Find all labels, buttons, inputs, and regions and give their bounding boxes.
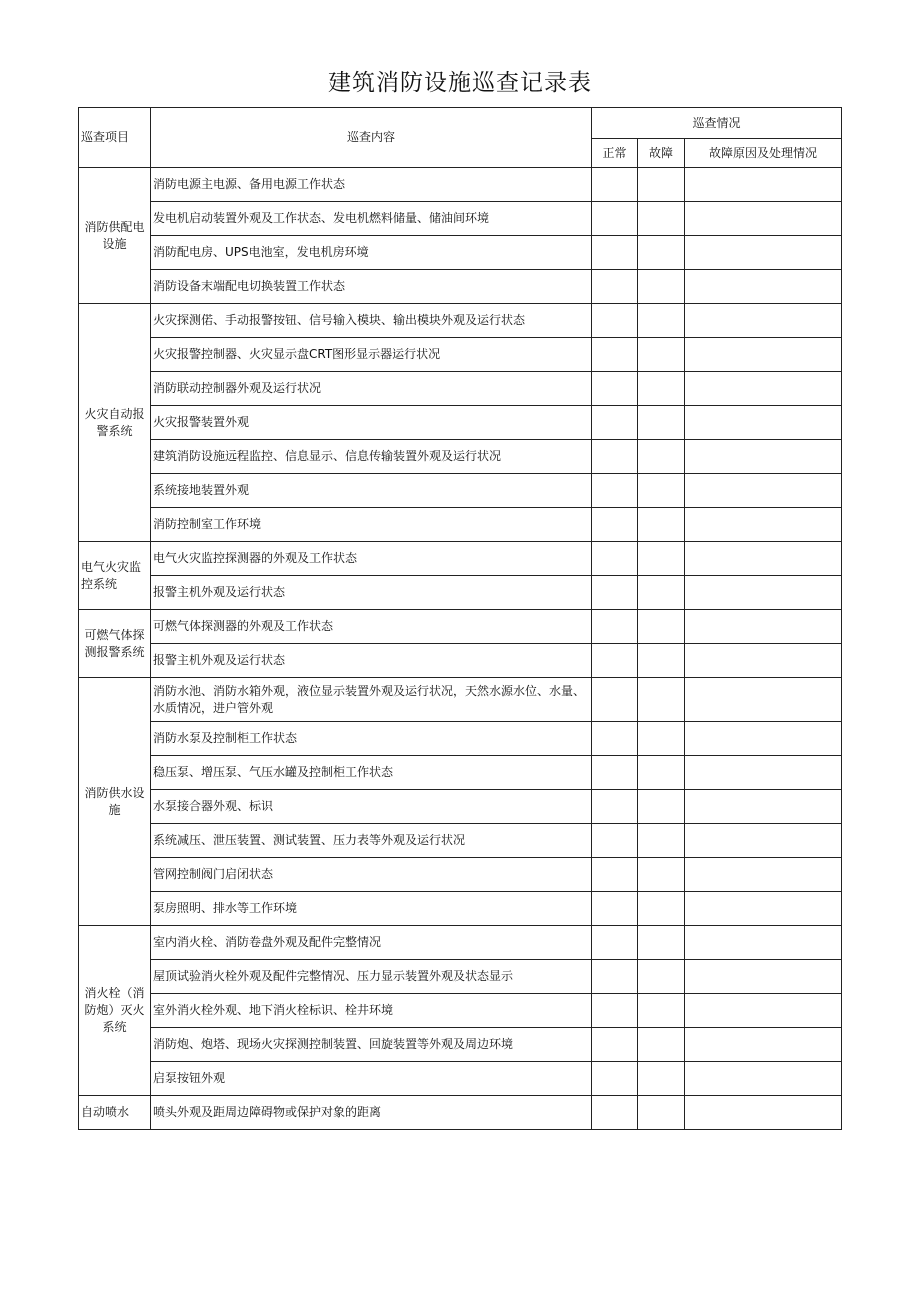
table-row xyxy=(79,678,842,722)
normal-cell[interactable] xyxy=(592,892,638,926)
reason-cell[interactable] xyxy=(685,338,842,372)
inspection-content-cell: 消防配电房、UPS电池室，发电机房环境 xyxy=(151,236,592,270)
fault-cell[interactable] xyxy=(638,1062,685,1096)
inspection-content-cell: 水泵接合器外观、标识 xyxy=(151,790,592,824)
normal-cell[interactable] xyxy=(592,576,638,610)
fault-cell[interactable] xyxy=(638,202,685,236)
reason-cell[interactable] xyxy=(685,858,842,892)
normal-cell[interactable] xyxy=(592,756,638,790)
normal-cell[interactable] xyxy=(592,338,638,372)
reason-cell[interactable] xyxy=(685,202,842,236)
normal-cell[interactable] xyxy=(592,304,638,338)
reason-cell[interactable] xyxy=(685,1028,842,1062)
inspection-record-table xyxy=(78,107,842,1130)
reason-cell[interactable] xyxy=(685,474,842,508)
inspection-content-cell: 火灾报警装置外观 xyxy=(151,406,592,440)
table-row xyxy=(79,756,842,790)
inspection-content-cell: 火灾报警控制器、火灾显示盘CRT图形显示器运行状况 xyxy=(151,338,592,372)
header-reason: 故障原因及处理情况 xyxy=(685,139,842,168)
reason-cell[interactable] xyxy=(685,168,842,202)
inspection-content-cell: 消防电源主电源、备用电源工作状态 xyxy=(151,168,592,202)
inspection-content-cell: 可燃气体探测器的外观及工作状态 xyxy=(151,610,592,644)
table-row xyxy=(79,610,842,644)
reason-cell[interactable] xyxy=(685,756,842,790)
reason-cell[interactable] xyxy=(685,610,842,644)
header-content: 巡查内容 xyxy=(151,108,592,168)
category-cell: 可燃气体探测报警系统 xyxy=(79,610,151,678)
table-row xyxy=(79,474,842,508)
header-status: 巡查情况 xyxy=(592,108,842,139)
reason-cell[interactable] xyxy=(685,994,842,1028)
header-item: 巡查项目 xyxy=(79,108,151,168)
normal-cell[interactable] xyxy=(592,1096,638,1130)
reason-cell[interactable] xyxy=(685,270,842,304)
fault-cell[interactable] xyxy=(638,994,685,1028)
normal-cell[interactable] xyxy=(592,440,638,474)
normal-cell[interactable] xyxy=(592,858,638,892)
normal-cell[interactable] xyxy=(592,644,638,678)
reason-cell[interactable] xyxy=(685,644,842,678)
reason-cell[interactable] xyxy=(685,1096,842,1130)
category-cell: 火灾自动报警系统 xyxy=(79,304,151,542)
inspection-content-cell: 消防控制室工作环境 xyxy=(151,508,592,542)
table-row xyxy=(79,1028,842,1062)
table-row xyxy=(79,722,842,756)
normal-cell[interactable] xyxy=(592,722,638,756)
reason-cell[interactable] xyxy=(685,722,842,756)
inspection-content-cell: 发电机启动装置外观及工作状态、发电机燃料储量、储油间环境 xyxy=(151,202,592,236)
table-row xyxy=(79,270,842,304)
fault-cell[interactable] xyxy=(638,858,685,892)
table-row xyxy=(79,168,842,202)
inspection-content-cell: 消防设备末端配电切换装置工作状态 xyxy=(151,270,592,304)
inspection-content-cell: 系统接地装置外观 xyxy=(151,474,592,508)
reason-cell[interactable] xyxy=(685,236,842,270)
fault-cell[interactable] xyxy=(638,168,685,202)
fault-cell[interactable] xyxy=(638,824,685,858)
table-row xyxy=(79,858,842,892)
inspection-content-cell: 管网控制阀门启闭状态 xyxy=(151,858,592,892)
reason-cell[interactable] xyxy=(685,304,842,338)
table-row xyxy=(79,994,842,1028)
fault-cell[interactable] xyxy=(638,304,685,338)
category-cell: 消火栓（消防炮）灭火系统 xyxy=(79,926,151,1096)
inspection-content-cell: 室外消火栓外观、地下消火栓标识、栓井环境 xyxy=(151,994,592,1028)
reason-cell[interactable] xyxy=(685,508,842,542)
reason-cell[interactable] xyxy=(685,790,842,824)
reason-cell[interactable] xyxy=(685,892,842,926)
inspection-content-cell: 报警主机外观及运行状态 xyxy=(151,576,592,610)
reason-cell[interactable] xyxy=(685,576,842,610)
inspection-content-cell: 消防炮、炮塔、现场火灾探测控制装置、回旋装置等外观及周边环境 xyxy=(151,1028,592,1062)
reason-cell[interactable] xyxy=(685,440,842,474)
reason-cell[interactable] xyxy=(685,926,842,960)
normal-cell[interactable] xyxy=(592,994,638,1028)
reason-cell[interactable] xyxy=(685,1062,842,1096)
normal-cell[interactable] xyxy=(592,610,638,644)
normal-cell[interactable] xyxy=(592,824,638,858)
header-fault: 故障 xyxy=(638,139,685,168)
normal-cell[interactable] xyxy=(592,790,638,824)
header-normal: 正常 xyxy=(592,139,638,168)
table-row xyxy=(79,202,842,236)
fault-cell[interactable] xyxy=(638,406,685,440)
table-row xyxy=(79,338,842,372)
fault-cell[interactable] xyxy=(638,270,685,304)
fault-cell[interactable] xyxy=(638,1096,685,1130)
table-row xyxy=(79,1096,842,1130)
normal-cell[interactable] xyxy=(592,168,638,202)
page-title: 建筑消防设施巡查记录表 xyxy=(328,70,592,96)
inspection-content-cell: 火灾探测偌、手动报警按钮、信号输入模块、输出模块外观及运行状态 xyxy=(151,304,592,338)
fault-cell[interactable] xyxy=(638,960,685,994)
table-row xyxy=(79,236,842,270)
normal-cell[interactable] xyxy=(592,542,638,576)
category-cell: 消防供水设施 xyxy=(79,678,151,926)
normal-cell[interactable] xyxy=(592,236,638,270)
fault-cell[interactable] xyxy=(638,542,685,576)
inspection-content-cell: 启泵按钮外观 xyxy=(151,1062,592,1096)
fault-cell[interactable] xyxy=(638,508,685,542)
fault-cell[interactable] xyxy=(638,474,685,508)
header-row-top xyxy=(79,108,842,139)
fault-cell[interactable] xyxy=(638,236,685,270)
table-row xyxy=(79,440,842,474)
inspection-content-cell: 泵房照明、排水等工作环境 xyxy=(151,892,592,926)
fault-cell[interactable] xyxy=(638,892,685,926)
normal-cell[interactable] xyxy=(592,406,638,440)
inspection-content-cell: 消防联动控制器外观及运行状况 xyxy=(151,372,592,406)
fault-cell[interactable] xyxy=(638,610,685,644)
reason-cell[interactable] xyxy=(685,406,842,440)
table-row xyxy=(79,576,842,610)
table-row xyxy=(79,508,842,542)
reason-cell[interactable] xyxy=(685,824,842,858)
inspection-content-cell: 消防水池、消防水箱外观，液位显示装置外观及运行状况，天然水源水位、水量、水质情况，进户管外观 xyxy=(151,678,592,722)
inspection-content-cell: 喷头外观及距周边障碍物或保护对象的距离 xyxy=(151,1096,592,1130)
table-row xyxy=(79,926,842,960)
table-row xyxy=(79,372,842,406)
reason-cell[interactable] xyxy=(685,678,842,722)
fault-cell[interactable] xyxy=(638,678,685,722)
fault-cell[interactable] xyxy=(638,926,685,960)
fault-cell[interactable] xyxy=(638,790,685,824)
inspection-content-cell: 电气火灾监控探测器的外观及工作状态 xyxy=(151,542,592,576)
normal-cell[interactable] xyxy=(592,270,638,304)
reason-cell[interactable] xyxy=(685,542,842,576)
normal-cell[interactable] xyxy=(592,202,638,236)
inspection-content-cell: 建筑消防设施远程监控、信息显示、信息传输装置外观及运行状况 xyxy=(151,440,592,474)
fault-cell[interactable] xyxy=(638,644,685,678)
normal-cell[interactable] xyxy=(592,1028,638,1062)
inspection-content-cell: 系统减压、泄压装置、测试装置、压力表等外观及运行状况 xyxy=(151,824,592,858)
table-row xyxy=(79,1062,842,1096)
normal-cell[interactable] xyxy=(592,508,638,542)
inspection-content-cell: 消防水泵及控制柜工作状态 xyxy=(151,722,592,756)
table-row xyxy=(79,790,842,824)
inspection-content-cell: 室内消火栓、消防卷盘外观及配件完整情况 xyxy=(151,926,592,960)
category-cell: 电气火灾监控系统 xyxy=(79,542,151,610)
normal-cell[interactable] xyxy=(592,678,638,722)
normal-cell[interactable] xyxy=(592,1062,638,1096)
table-row xyxy=(79,644,842,678)
table-row xyxy=(79,406,842,440)
table-row xyxy=(79,542,842,576)
fault-cell[interactable] xyxy=(638,756,685,790)
category-cell: 自动喷水 xyxy=(79,1096,151,1130)
normal-cell[interactable] xyxy=(592,372,638,406)
inspection-content-cell: 稳压泵、增压泵、气压水罐及控制柜工作状态 xyxy=(151,756,592,790)
fault-cell[interactable] xyxy=(638,440,685,474)
category-cell: 消防供配电设施 xyxy=(79,168,151,304)
normal-cell[interactable] xyxy=(592,960,638,994)
normal-cell[interactable] xyxy=(592,474,638,508)
reason-cell[interactable] xyxy=(685,960,842,994)
fault-cell[interactable] xyxy=(638,576,685,610)
inspection-content-cell: 屋顶试验消火栓外观及配件完整情况、压力显示装置外观及状态显示 xyxy=(151,960,592,994)
fault-cell[interactable] xyxy=(638,1028,685,1062)
fault-cell[interactable] xyxy=(638,372,685,406)
table-row xyxy=(79,892,842,926)
table-row xyxy=(79,304,842,338)
table-row xyxy=(79,824,842,858)
fault-cell[interactable] xyxy=(638,338,685,372)
fault-cell[interactable] xyxy=(638,722,685,756)
reason-cell[interactable] xyxy=(685,372,842,406)
inspection-content-cell: 报警主机外观及运行状态 xyxy=(151,644,592,678)
table-row xyxy=(79,960,842,994)
normal-cell[interactable] xyxy=(592,926,638,960)
